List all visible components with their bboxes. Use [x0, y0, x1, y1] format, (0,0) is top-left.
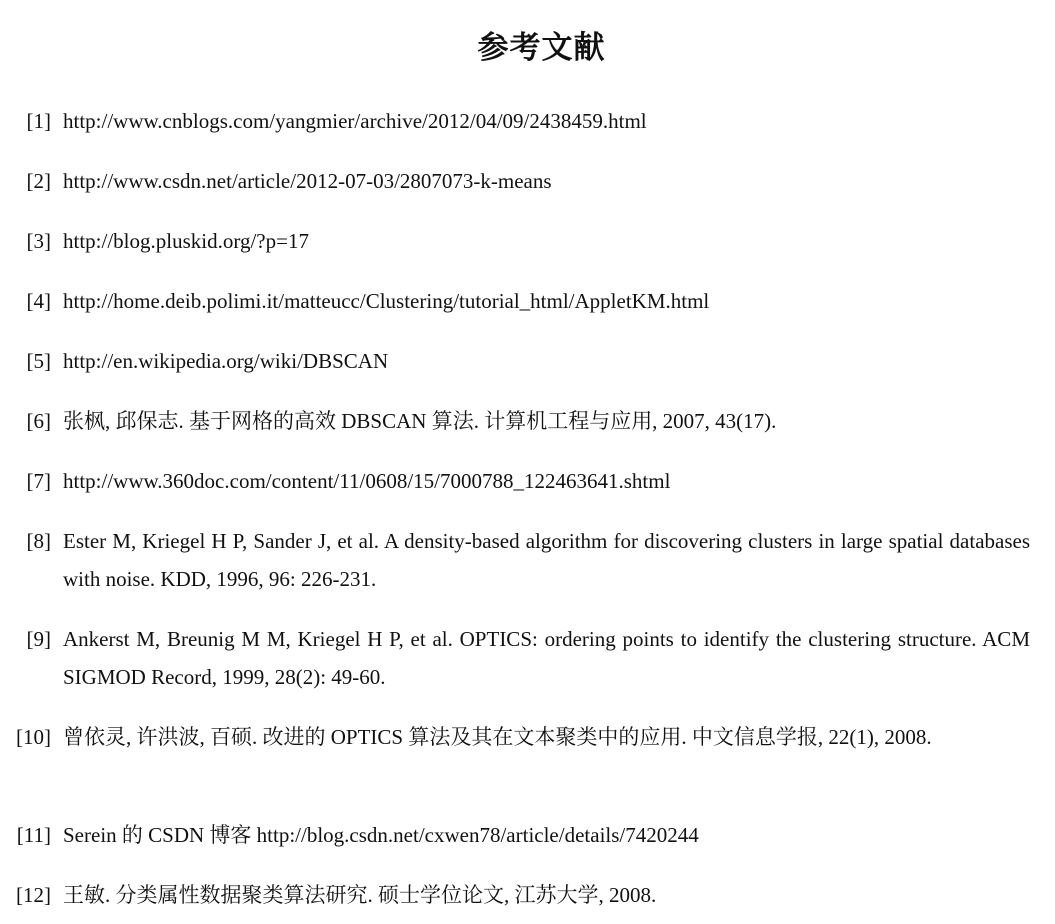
reference-text: http://www.cnblogs.com/yangmier/archive/2012/04/09/2438459.html [63, 109, 647, 133]
reference-text: 张枫, 邱保志. 基于网格的高效 DBSCAN 算法. 计算机工程与应用, 2007, 43(17). [63, 409, 777, 433]
reference-number: [3] [26, 229, 51, 253]
reference-number: [6] [26, 409, 51, 433]
reference-number: [1] [26, 109, 51, 133]
reference-text: Ester M, Kriegel H P, Sander J, et al. A density-based algorithm for discovering clusters in large spatial databases with noise. KDD, 1996, 96: 226-231. [63, 529, 1030, 591]
reference-number: [12] [16, 883, 51, 907]
reference-text: http://blog.pluskid.org/?p=17 [63, 229, 309, 253]
reference-text: http://en.wikipedia.org/wiki/DBSCAN [63, 349, 389, 373]
reference-number: [5] [26, 349, 51, 373]
reference-text: http://home.deib.polimi.it/matteucc/Clustering/tutorial_html/AppletKM.html [63, 289, 710, 313]
reference-text: http://www.360doc.com/content/11/0608/15/7000788_122463641.shtml [63, 469, 671, 493]
reference-text: 曾依灵, 许洪波, 百硕. 改进的 OPTICS 算法及其在文本聚类中的应用. 中文信息学报, 22(1), 2008. [63, 725, 932, 749]
reference-number: [7] [26, 469, 51, 493]
page-title: 参考文献 [477, 30, 606, 66]
reference-text: http://www.csdn.net/article/2012-07-03/2807073-k-means [63, 169, 552, 193]
reference-number: [9] [26, 627, 51, 651]
reference-text: Ankerst M, Breunig M M, Kriegel H P, et al. OPTICS: ordering points to identify the clustering structure. ACM SIGMOD Record, 1999, 28(2): 49-60. [63, 627, 1030, 689]
reference-number: [2] [26, 169, 51, 193]
reference-number: [10] [16, 725, 51, 749]
reference-number: [8] [26, 529, 51, 553]
reference-text: Serein 的 CSDN 博客 http://blog.csdn.net/cxwen78/article/details/7420244 [63, 823, 699, 847]
reference-number: [11] [16, 823, 51, 847]
reference-number: [4] [26, 289, 51, 313]
reference-text: 王敏. 分类属性数据聚类算法研究. 硕士学位论文, 江苏大学, 2008. [63, 883, 657, 907]
